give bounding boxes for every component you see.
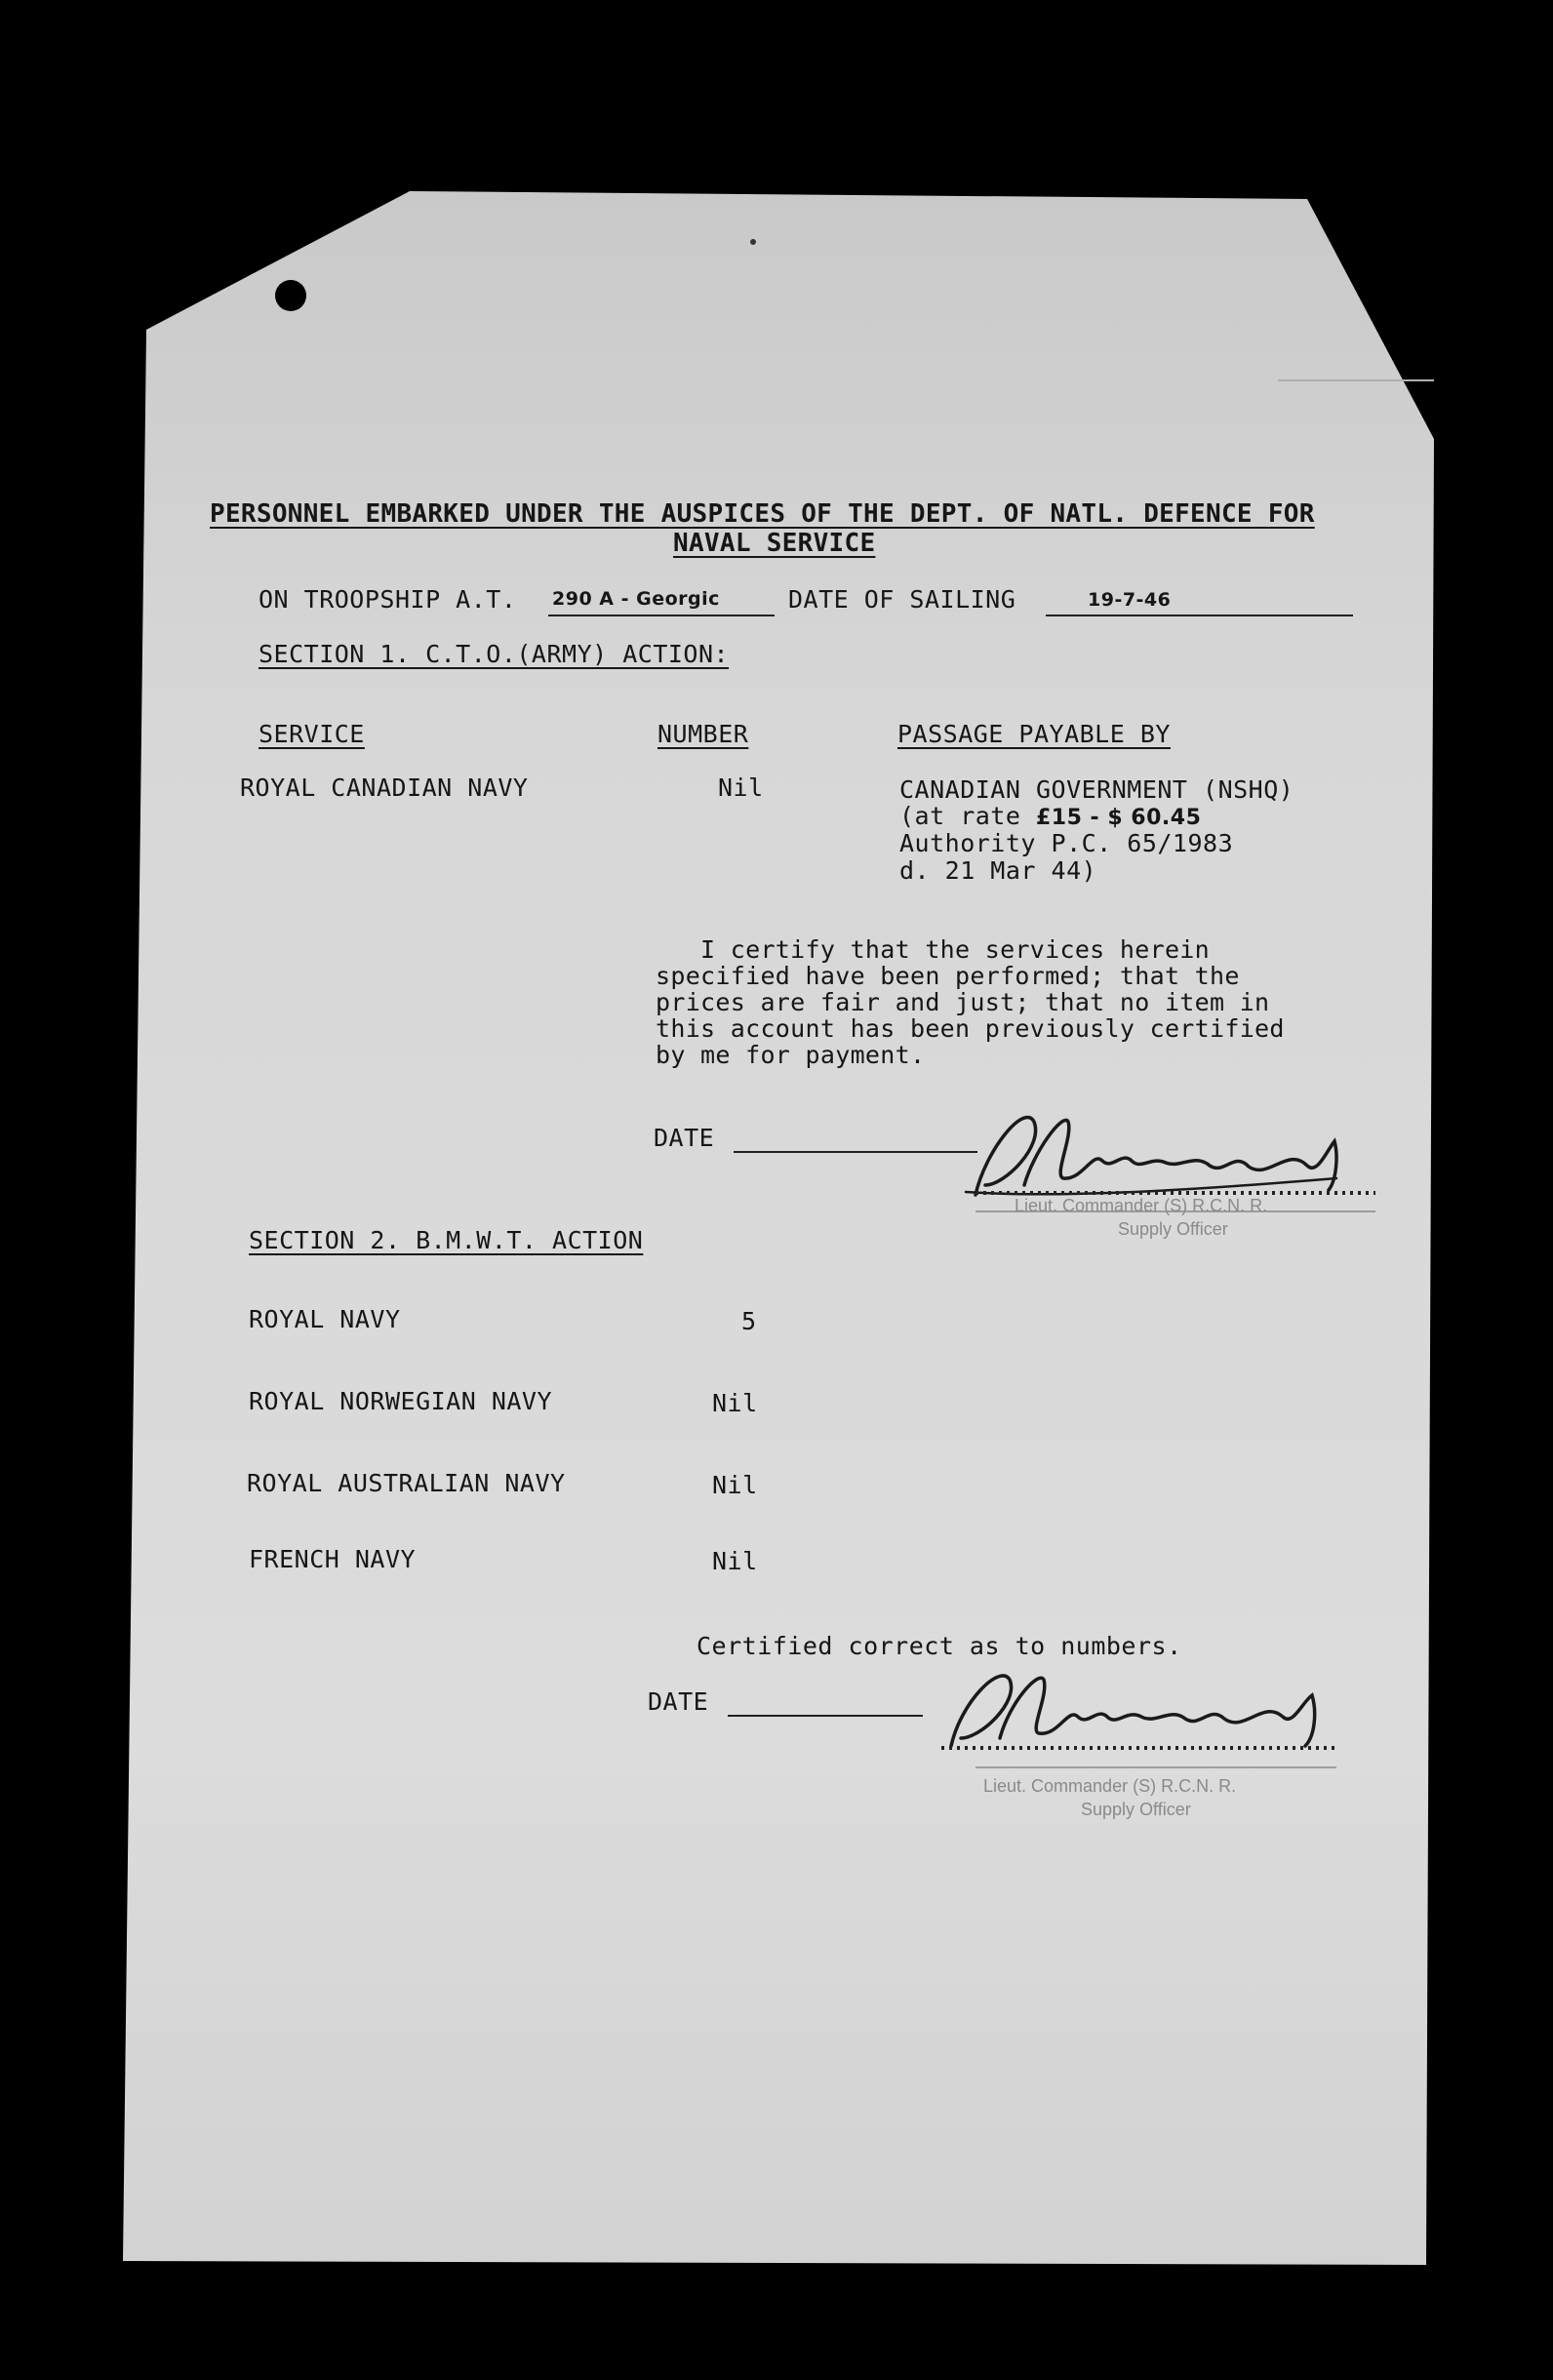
troopship-underline: [548, 615, 775, 616]
section-2-stamp-line-1: Lieut. Commander (S) R.C.N. R.: [983, 1776, 1237, 1796]
certify-line-3: prices are fair and just; that no item in: [656, 988, 1270, 1016]
row-service: ROYAL CANADIAN NAVY: [240, 774, 529, 802]
certified-statement: Certified correct as to numbers.: [697, 1632, 1182, 1660]
s2-row-3-number: Nil: [712, 1471, 758, 1499]
passage-line-4: d. 21 Mar 44): [899, 856, 1097, 885]
s2-row-4-number: Nil: [712, 1547, 758, 1575]
section-1-stamp-line-1: Lieut. Commander (S) R.C.N. R.: [1015, 1196, 1268, 1215]
certify-line-2: specified have been performed; that the: [656, 962, 1240, 990]
s2-row-1-service: ROYAL NAVY: [249, 1305, 401, 1333]
section-2-date-label: DATE: [648, 1687, 709, 1716]
passage-line-2: [899, 802, 1201, 830]
s2-row-2-number: Nil: [712, 1389, 758, 1417]
section-1-date-line: [734, 1151, 977, 1153]
col-service-header: SERVICE: [259, 720, 365, 748]
certify-line-1: I certify that the services herein: [656, 935, 1210, 964]
s2-row-2-service: ROYAL NORWEGIAN NAVY: [249, 1387, 553, 1415]
title-line-1: PERSONNEL EMBARKED UNDER THE AUSPICES OF THE DEPT. OF NATL. DEFENCE FOR: [210, 499, 1315, 529]
passage-line-2-prefix: (at rate: [899, 802, 1036, 830]
col-number-header: NUMBER: [657, 720, 749, 748]
sailing-date-label: DATE OF SAILING: [788, 585, 1016, 614]
certify-line-4: this account has been previously certified: [656, 1014, 1285, 1043]
section-2-stamp-line-2: Supply Officer: [1081, 1800, 1191, 1819]
certify-line-5: by me for payment.: [656, 1041, 926, 1069]
title-line-2: NAVAL SERVICE: [673, 529, 876, 558]
section-1-date-label: DATE: [654, 1124, 715, 1152]
passage-line-3: Authority P.C. 65/1983: [899, 829, 1234, 857]
troopship-label: ON TROOPSHIP A.T.: [259, 585, 517, 614]
sailing-date-underline: [1046, 615, 1353, 616]
s2-row-3-service: ROYAL AUSTRALIAN NAVY: [247, 1469, 566, 1497]
section-2-date-line: [728, 1715, 923, 1717]
col-passage-header: PASSAGE PAYABLE BY: [897, 720, 1171, 748]
passage-line-1: CANADIAN GOVERNMENT (NSHQ): [899, 775, 1294, 804]
sailing-date-value: 19-7-46: [1088, 589, 1172, 611]
passage-rate: £15 - $ 60.45: [1035, 806, 1202, 830]
troopship-value: 290 A - Georgic: [552, 588, 720, 610]
s2-row-1-number: 5: [741, 1307, 757, 1335]
section-1-stamp-line-2: Supply Officer: [1118, 1219, 1228, 1239]
row-number: Nil: [718, 774, 764, 802]
section-2-heading: SECTION 2. B.M.W.T. ACTION: [249, 1226, 644, 1254]
s2-row-4-service: FRENCH NAVY: [249, 1545, 417, 1573]
section-1-heading: SECTION 1. C.T.O.(ARMY) ACTION:: [259, 640, 730, 668]
